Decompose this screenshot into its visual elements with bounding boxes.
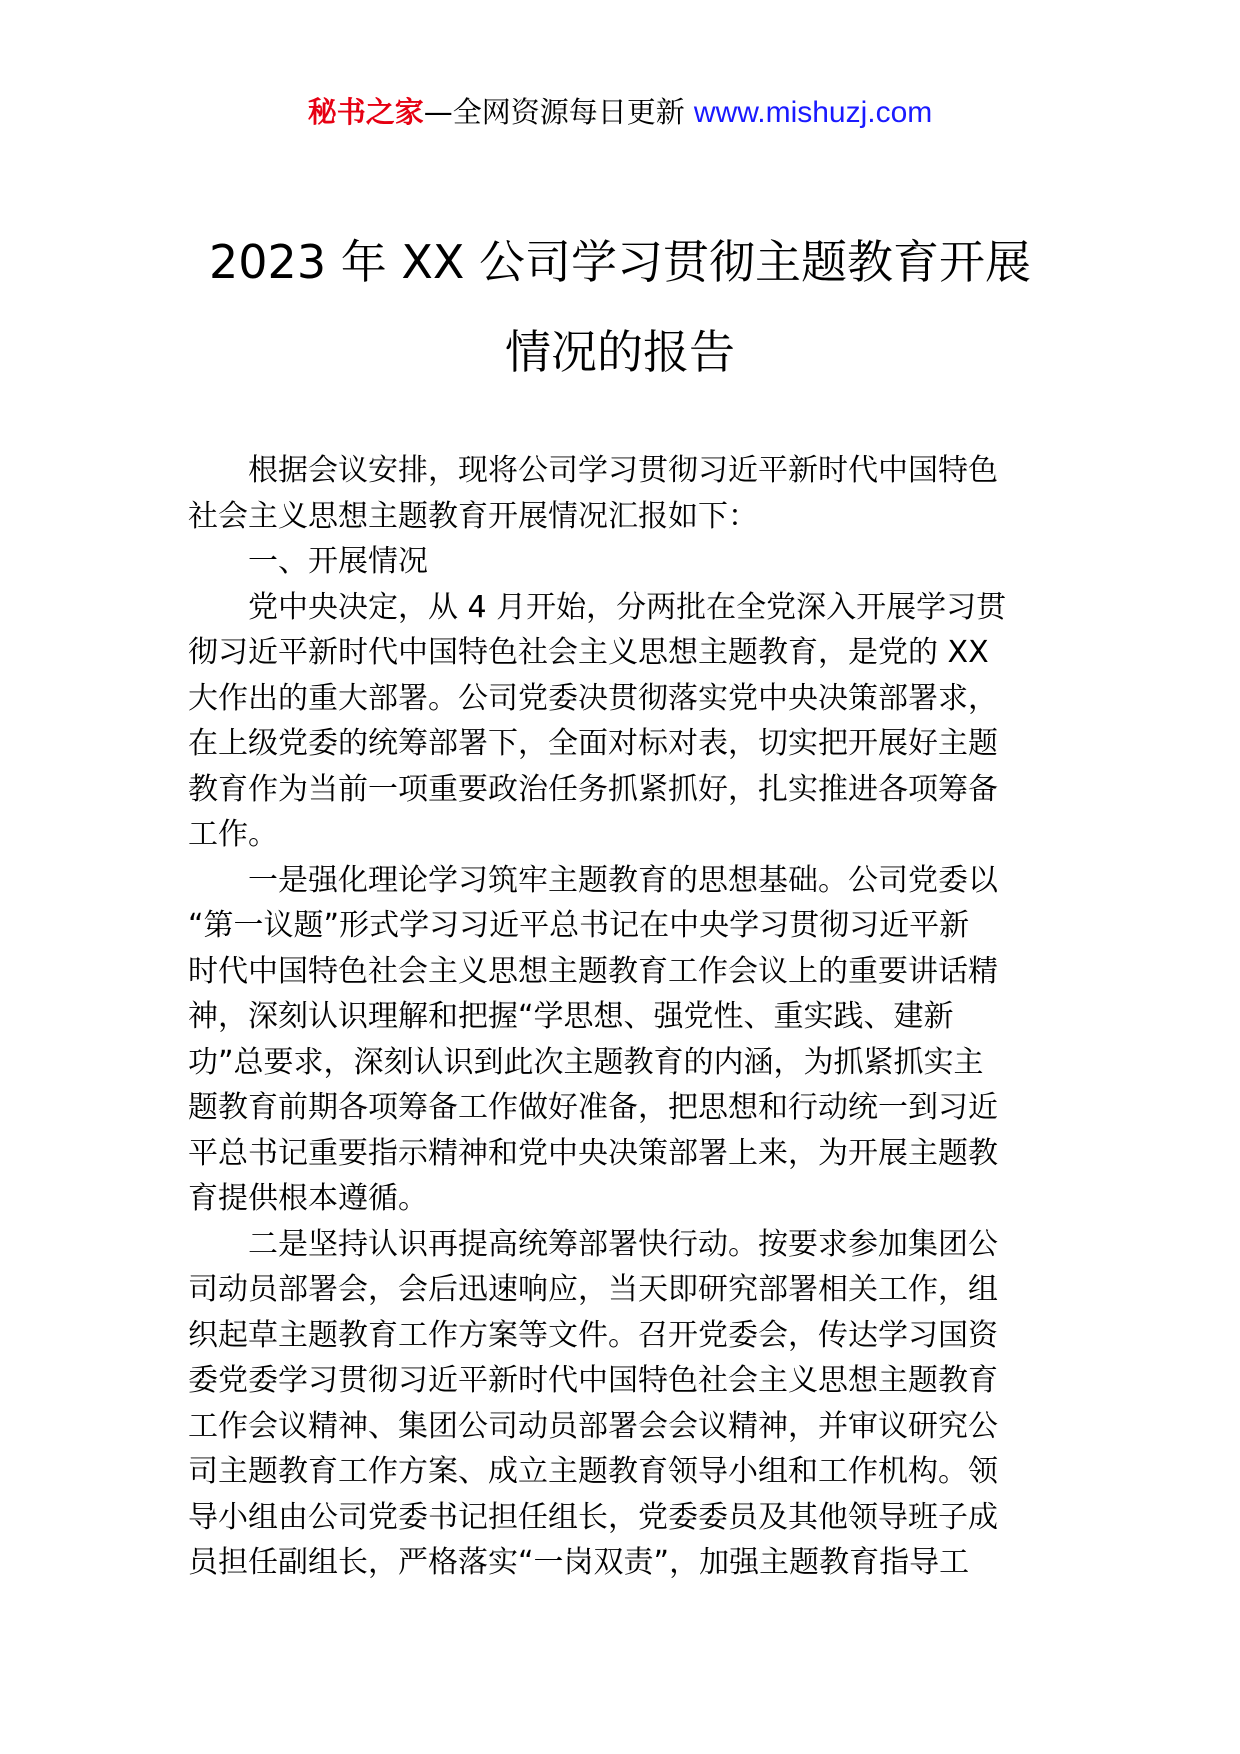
document-title-line-1: 2023 年 XX 公司学习贯彻主题教育开展 <box>209 235 1031 289</box>
text-line: 大作出的重大部署。公司党委决贯彻落实党中央决策部署求， <box>188 680 998 716</box>
text-line: 二是坚持认识再提高统筹部署快行动。按要求参加集团公 <box>248 1226 998 1262</box>
text-line: 一、开展情况 <box>248 544 428 579</box>
text-line: 功”总要求，深刻认识到此次主题教育的内涵，为抓紧抓实主 <box>188 1044 984 1080</box>
brand-name: 秘书之家 <box>307 95 424 129</box>
document-body <box>188 448 1054 1586</box>
section-heading <box>188 539 1054 585</box>
text-line: 工作会议精神、集团公司动员部署会会议精神，并审议研究公 <box>188 1408 998 1444</box>
text-line: 委党委学习贯彻习近平新时代中国特色社会主义思想主题教育 <box>188 1363 998 1398</box>
text-line: 根据会议安排，现将公司学习贯彻习近平新时代中国特色 <box>248 453 998 488</box>
text-line: 一是强化理论学习筑牢主题教育的思想基础。公司党委以 <box>248 862 998 898</box>
paragraph-background <box>188 585 1054 858</box>
watermark-header <box>0 92 1240 133</box>
paragraph-point-2 <box>188 1222 1054 1586</box>
text-line: “第一议题”形式学习习近平总书记在中央学习贯彻习近平新 <box>188 908 970 943</box>
text-line: 彻习近平新时代中国特色社会主义思想主题教育，是党的 XX <box>188 635 989 670</box>
text-line: 在上级党委的统筹部署下，全面对标对表，切实把开展好主题 <box>188 726 998 761</box>
text-line: 工作。 <box>188 817 278 852</box>
text-line: 员担任副组长，严格落实“一岗双责”，加强主题教育指导工 <box>188 1545 970 1580</box>
document-title-line-2: 情况的报告 <box>505 325 735 379</box>
paragraph-point-1 <box>188 858 1054 1222</box>
text-line: 育提供根本遵循。 <box>188 1181 428 1216</box>
text-line: 党中央决定，从 4 月开始，分两批在全党深入开展学习贯 <box>248 589 1007 625</box>
text-line: 平总书记重要指示精神和党中央决策部署上来，为开展主题教 <box>188 1135 998 1171</box>
text-line: 教育作为当前一项重要政治任务抓紧抓好，扎实推进各项筹备 <box>188 771 998 807</box>
text-line: 题教育前期各项筹备工作做好准备，把思想和行动统一到习近 <box>188 1090 998 1125</box>
header-tagline: —全网资源每日更新 <box>423 95 694 129</box>
text-line: 导小组由公司党委书记担任组长，党委委员及其他领导班子成 <box>188 1499 998 1535</box>
text-line: 神，深刻认识理解和把握“学思想、强党性、重实践、建新 <box>188 999 954 1034</box>
header-url-link[interactable]: www.mishuzj.com <box>693 96 933 129</box>
text-line: 司主题教育工作方案、成立主题教育领导小组和工作机构。领 <box>188 1454 998 1489</box>
text-line: 织起草主题教育工作方案等文件。召开党委会，传达学习国资 <box>188 1317 998 1353</box>
text-line: 社会主义思想主题教育开展情况汇报如下： <box>188 498 758 534</box>
text-line: 司动员部署会，会后迅速响应，当天即研究部署相关工作，组 <box>188 1272 998 1307</box>
paragraph-intro <box>188 448 1054 539</box>
text-line: 时代中国特色社会主义思想主题教育工作会议上的重要讲话精 <box>188 953 998 989</box>
